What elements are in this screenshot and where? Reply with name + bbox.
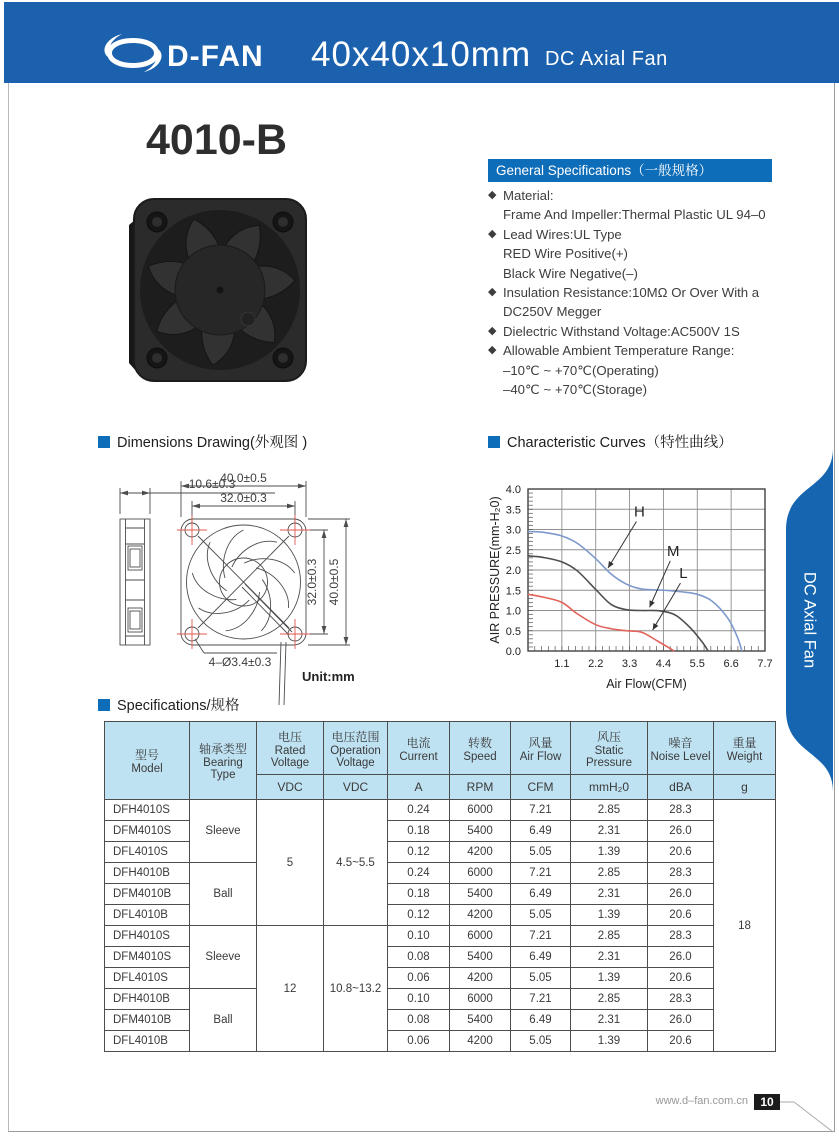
blue-square-icon <box>488 436 500 448</box>
model-title: 4010-B <box>146 116 288 164</box>
unit-header: g <box>714 775 776 800</box>
specs-table-body <box>105 800 776 1052</box>
svg-text:2.0: 2.0 <box>505 565 521 577</box>
spec-line <box>488 380 798 399</box>
page-number-badge: 10 <box>754 1094 780 1110</box>
value-cell: 6000 <box>450 926 511 947</box>
value-cell: 5.05 <box>511 842 571 863</box>
svg-text:2.5: 2.5 <box>505 544 521 557</box>
svg-text:7.7: 7.7 <box>757 658 773 670</box>
model-cell: DFL4010S <box>105 842 190 863</box>
specs-section-title: Specifications/规格 <box>98 694 240 715</box>
dim-holes: 4–Ø3.4±0.3 <box>208 655 272 669</box>
value-cell: 20.6 <box>648 1031 714 1052</box>
x-axis-label: Air Flow(CFM) <box>606 677 687 691</box>
spec-text: DC250V Megger <box>503 304 602 320</box>
column-header: 电压范围 Operation Voltage <box>324 722 388 775</box>
spec-text: Insulation Resistance:10MΩ Or Over With a <box>503 285 760 301</box>
value-cell: 6.49 <box>511 1010 571 1031</box>
svg-text:0.0: 0.0 <box>505 646 521 658</box>
value-cell: 20.6 <box>648 905 714 926</box>
value-cell: Ball <box>190 989 257 1052</box>
dim-unit: Unit:mm <box>302 669 355 684</box>
spec-line <box>488 264 798 283</box>
value-cell: Ball <box>190 863 257 926</box>
svg-text:5.5: 5.5 <box>689 658 705 670</box>
product-size-title: 40x40x10mm <box>311 35 532 74</box>
spec-text: Allowable Ambient Temperature Range: <box>503 343 735 359</box>
unit-header: CFM <box>511 775 571 800</box>
value-cell: 6000 <box>450 863 511 884</box>
dim-thickness: 10.6±0.3 <box>188 477 236 491</box>
value-cell: 26.0 <box>648 1010 714 1031</box>
value-cell: 28.3 <box>648 989 714 1010</box>
spec-text: –10℃ ~ +70℃(Operating) <box>503 362 659 378</box>
model-cell: DFH4010S <box>105 926 190 947</box>
model-cell: DFH4010B <box>105 989 190 1010</box>
unit-header: RPM <box>450 775 511 800</box>
value-cell: 0.10 <box>388 926 450 947</box>
value-cell: 6000 <box>450 800 511 821</box>
svg-text:1.5: 1.5 <box>505 585 521 598</box>
value-cell: 0.06 <box>388 968 450 989</box>
diamond-bullet-icon: ◆ <box>488 286 497 299</box>
spec-line <box>488 302 798 321</box>
unit-header: A <box>388 775 450 800</box>
svg-text:6.6: 6.6 <box>723 658 739 670</box>
model-cell: DFH4010S <box>105 800 190 821</box>
value-cell: 20.6 <box>648 842 714 863</box>
footer-corner-lines <box>780 1094 838 1136</box>
value-cell: 1.39 <box>571 968 648 989</box>
value-cell: 0.10 <box>388 989 450 1010</box>
value-cell: 2.85 <box>571 989 648 1010</box>
value-cell: 0.24 <box>388 863 450 884</box>
value-cell: 26.0 <box>648 821 714 842</box>
table-row <box>105 863 776 884</box>
fan-product-photo <box>124 191 312 393</box>
value-cell: 0.08 <box>388 947 450 968</box>
value-cell: 7.21 <box>511 989 571 1010</box>
value-cell: 6000 <box>450 989 511 1010</box>
dim-width-outer: 40.0±0.5 <box>220 471 267 485</box>
value-cell: 0.08 <box>388 1010 450 1031</box>
value-cell: 2.31 <box>571 947 648 968</box>
model-cell: DFM4010S <box>105 947 190 968</box>
value-cell: 2.31 <box>571 1010 648 1031</box>
value-cell: 5400 <box>450 884 511 905</box>
model-cell: DFM4010B <box>105 884 190 905</box>
svg-text:4.0: 4.0 <box>505 484 521 496</box>
value-cell: 5400 <box>450 1010 511 1031</box>
svg-text:1.0: 1.0 <box>505 605 521 618</box>
value-cell: 2.85 <box>571 863 648 884</box>
diamond-bullet-icon: ◆ <box>488 189 497 201</box>
dim-height-holes: 32.0±0.3 <box>305 558 319 606</box>
value-cell: 5400 <box>450 947 511 968</box>
column-header: 噪音 Noise Level <box>648 722 714 775</box>
model-cell: DFM4010B <box>105 1010 190 1031</box>
dimensions-drawing <box>95 468 495 728</box>
value-cell: 20.6 <box>648 968 714 989</box>
svg-text:4.4: 4.4 <box>655 658 672 670</box>
value-cell: 7.21 <box>511 926 571 947</box>
table-row <box>105 989 776 1010</box>
unit-header: dBA <box>648 775 714 800</box>
spec-line <box>488 225 798 244</box>
spec-text: Black Wire Negative(–) <box>503 265 638 281</box>
general-specs-list <box>488 186 798 399</box>
value-cell: 26.0 <box>648 947 714 968</box>
value-cell: 28.3 <box>648 926 714 947</box>
diamond-bullet-icon: ◆ <box>488 324 497 337</box>
table-row <box>105 926 776 947</box>
column-header: 电压 Rated Voltage <box>257 722 324 775</box>
column-header: 风量 Air Flow <box>511 722 571 775</box>
spec-text: RED Wire Positive(+) <box>503 246 628 262</box>
spec-text: –40℃ ~ +70℃(Storage) <box>503 382 647 398</box>
curve-label-L: L <box>679 565 688 583</box>
value-cell: 10.8~13.2 <box>324 926 388 1052</box>
value-cell: 0.18 <box>388 884 450 905</box>
value-cell: Sleeve <box>190 926 257 989</box>
value-cell: 1.39 <box>571 842 648 863</box>
website-url: www.d–fan.com.cn <box>655 1095 748 1107</box>
diamond-bullet-icon: ◆ <box>488 344 497 357</box>
spec-text: Dielectric Withstand Voltage:AC500V 1S <box>503 323 740 339</box>
spec-text: Material: <box>503 188 554 203</box>
value-cell: 4.5~5.5 <box>324 800 388 926</box>
curve-label-M: M <box>667 542 680 560</box>
value-cell: 6.49 <box>511 947 571 968</box>
value-cell: 4200 <box>450 905 511 926</box>
value-cell: 5.05 <box>511 905 571 926</box>
spec-text: Frame And Impeller:Thermal Plastic UL 94–0 <box>503 207 766 223</box>
value-cell: 0.24 <box>388 800 450 821</box>
model-cell: DFM4010S <box>105 821 190 842</box>
value-cell: 6.49 <box>511 884 571 905</box>
dim-height-outer: 40.0±0.5 <box>327 558 341 606</box>
svg-text:3.5: 3.5 <box>505 504 521 517</box>
table-header-row <box>105 722 776 775</box>
dimensions-section-title: Dimensions Drawing(外观图 ) <box>98 431 307 452</box>
model-cell: DFL4010B <box>105 905 190 926</box>
spec-line <box>488 322 798 341</box>
svg-text:3.0: 3.0 <box>505 524 521 537</box>
value-cell: 12 <box>257 926 324 1052</box>
svg-text:1.1: 1.1 <box>554 658 570 670</box>
header-banner <box>4 2 839 83</box>
svg-text:3.3: 3.3 <box>621 658 638 670</box>
svg-text:0.5: 0.5 <box>505 625 521 638</box>
side-tab <box>786 448 833 792</box>
blue-square-icon <box>98 436 110 448</box>
unit-header: mmH₂0 <box>571 775 648 800</box>
column-header: 风压 Static Pressure <box>571 722 648 775</box>
value-cell: Sleeve <box>190 800 257 863</box>
spec-line <box>488 361 798 380</box>
value-cell: 2.31 <box>571 884 648 905</box>
side-tab-label: DC Axial Fan <box>800 571 819 669</box>
value-cell: 0.12 <box>388 905 450 926</box>
column-header: 型号 Model <box>105 722 190 800</box>
spec-text: Lead Wires:UL Type <box>503 226 622 242</box>
value-cell: 4200 <box>450 968 511 989</box>
spec-line <box>488 341 798 360</box>
curve-label-H: H <box>633 503 645 521</box>
model-cell: DFH4010B <box>105 863 190 884</box>
column-header: 电流 Current <box>388 722 450 775</box>
diamond-bullet-icon: ◆ <box>488 227 497 240</box>
model-cell: DFL4010S <box>105 968 190 989</box>
curves-section-title: Characteristic Curves（特性曲线） <box>488 431 733 452</box>
value-cell: 0.06 <box>388 1031 450 1052</box>
value-cell: 0.18 <box>388 821 450 842</box>
general-specs-header: General Specifications（一般规格） <box>488 159 772 182</box>
dim-width-holes: 32.0±0.3 <box>220 491 267 505</box>
value-cell: 4200 <box>450 1031 511 1052</box>
column-header: 轴承类型 Bearing Type <box>190 722 257 800</box>
product-subtitle: DC Axial Fan <box>545 48 668 70</box>
value-cell: 5 <box>257 800 324 926</box>
column-header: 转数 Speed <box>450 722 511 775</box>
value-cell: 18 <box>714 800 776 1052</box>
value-cell: 5.05 <box>511 1031 571 1052</box>
value-cell: 1.39 <box>571 1031 648 1052</box>
brand-name: D-FAN <box>167 40 264 73</box>
specifications-table <box>104 721 776 1052</box>
value-cell: 1.39 <box>571 905 648 926</box>
value-cell: 28.3 <box>648 800 714 821</box>
column-header: 重量 Weight <box>714 722 776 775</box>
unit-header: VDC <box>257 775 324 800</box>
value-cell: 7.21 <box>511 800 571 821</box>
value-cell: 5400 <box>450 821 511 842</box>
spec-line <box>488 244 798 263</box>
value-cell: 4200 <box>450 842 511 863</box>
value-cell: 2.31 <box>571 821 648 842</box>
svg-text:2.2: 2.2 <box>588 658 604 670</box>
value-cell: 2.85 <box>571 926 648 947</box>
value-cell: 6.49 <box>511 821 571 842</box>
unit-header: VDC <box>324 775 388 800</box>
spec-line <box>488 205 798 224</box>
value-cell: 28.3 <box>648 863 714 884</box>
model-cell: DFL4010B <box>105 1031 190 1052</box>
value-cell: 0.12 <box>388 842 450 863</box>
dfan-logo-icon <box>102 32 164 74</box>
table-row <box>105 800 776 821</box>
spec-line <box>488 283 798 302</box>
characteristic-curves-chart <box>488 468 798 698</box>
spec-line <box>488 186 798 205</box>
value-cell: 5.05 <box>511 968 571 989</box>
value-cell: 26.0 <box>648 884 714 905</box>
y-axis-label: AIR PRESSURE(mm-H₂0) <box>488 496 502 644</box>
value-cell: 7.21 <box>511 863 571 884</box>
value-cell: 2.85 <box>571 800 648 821</box>
